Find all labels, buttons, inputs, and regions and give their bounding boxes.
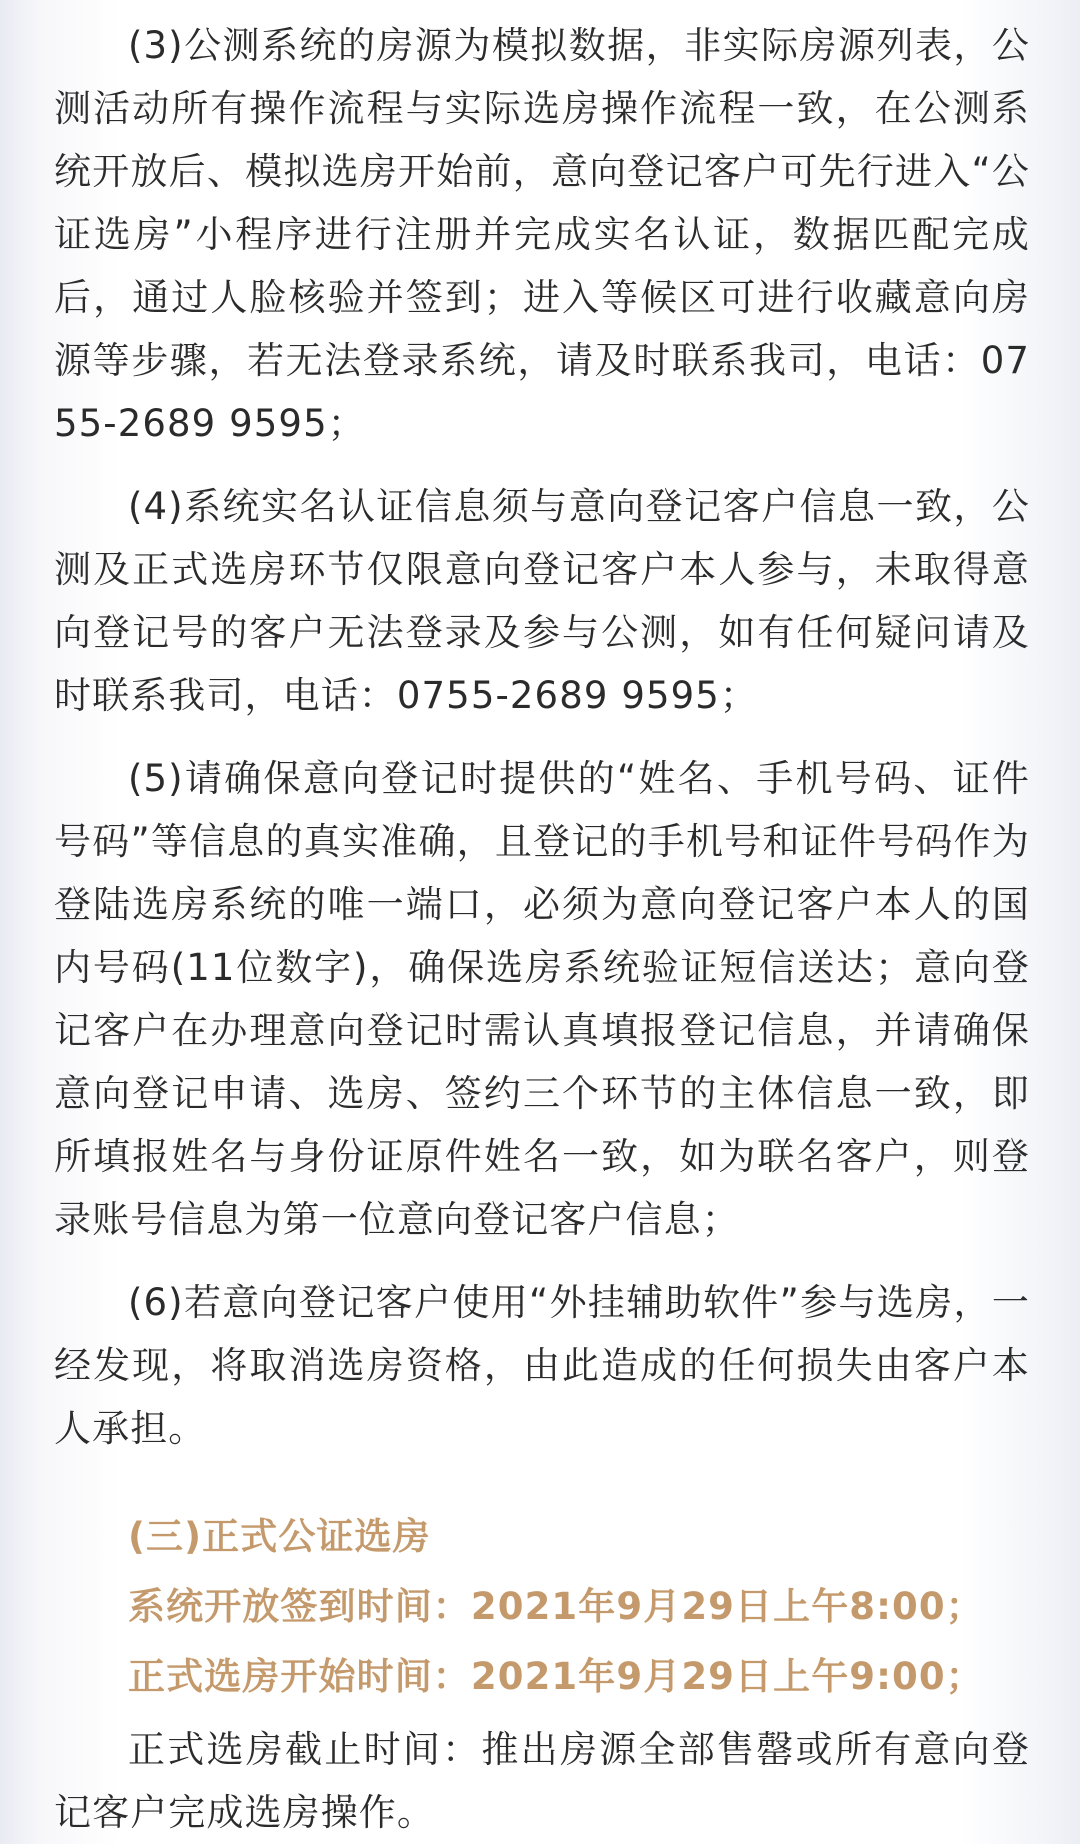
paragraph-end-time: 正式选房截止时间：推出房源全部售罄或所有意向登记客户完成选房操作。 bbox=[54, 1728, 1030, 1834]
section-spacer bbox=[54, 1480, 1030, 1502]
paragraph-plugin-software-warning: (6)若意向登记客户使用“外挂辅助软件”参与选房，一经发现，将取消选房资格，由此造成的任何损失由客户本人承担。 bbox=[54, 1281, 1030, 1450]
paragraph-public-test-data: (3)公测系统的房源为模拟数据，非实际房源列表，公测活动所有操作流程与实际选房操作流程一致，在公测系统开放后、模拟选房开始前，意向登记客户可先行进入“公证选房”小程序进行注册并完成实名认证，数据匹配完成后，通过人脸核验并签到；进入等候区可进行收藏意向房源等步骤，若无法登录系统，请及时联系我司，电话：0755-2689 9595； bbox=[54, 24, 1030, 445]
section-title-formal-selection: (三)正式公证选房 bbox=[128, 1515, 431, 1558]
signin-time-line: 系统开放签到时间：2021年9月29日上午8:00； bbox=[128, 1585, 984, 1628]
paragraph-registration-info: (5)请确保意向登记时提供的“姓名、手机号码、证件号码”等信息的真实准确，且登记的手机号和证件号码作为登陆选房系统的唯一端口，必须为意向登记客户本人的国内号码(11位数字)，确保选房系统验证短信送达；意向登记客户在办理意向登记时需认真填报登记信息，并请确保意向登记申请、选房、签约三个环节的主体信息一致，即所填报姓名与身份证原件姓名一致，如为联名客户，则登录账号信息为第一位意向登记客户信息； bbox=[54, 757, 1030, 1241]
start-time-line: 正式选房开始时间：2021年9月29日上午9:00； bbox=[128, 1655, 984, 1698]
paragraph-real-name-verification: (4)系统实名认证信息须与意向登记客户信息一致，公测及正式选房环节仅限意向登记客户本人参与，未取得意向登记号的客户无法登录及参与公测，如有任何疑问请及时联系我司，电话：0755-2689 9595； bbox=[54, 485, 1030, 717]
